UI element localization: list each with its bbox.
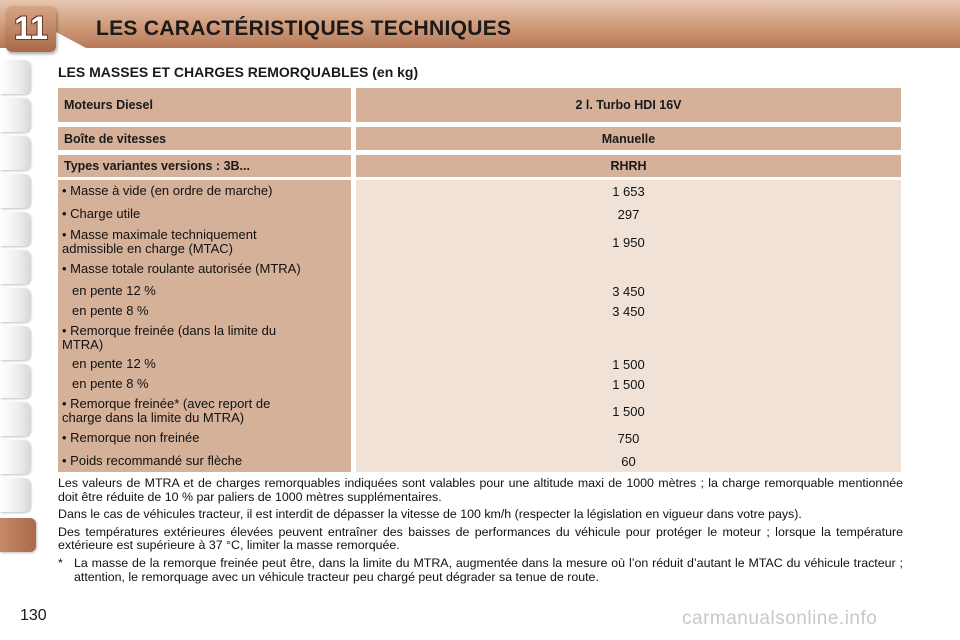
table-header-value: 2 l. Turbo HDI 16V: [356, 88, 901, 122]
row-label: • Remorque freinée (dans la limite du MTRA): [62, 323, 277, 352]
table-header-label: Moteurs Diesel: [58, 88, 351, 122]
chapter-tab-5[interactable]: [0, 212, 30, 246]
chapter-tab-7[interactable]: [0, 288, 30, 322]
chapter-tab-10[interactable]: [0, 402, 30, 436]
row-value: 3 450: [612, 304, 645, 319]
row-value: 1 653: [612, 184, 645, 199]
table-header-value: RHRH: [356, 155, 901, 177]
row-value: 750: [617, 431, 640, 446]
row-value: 1 500: [612, 404, 645, 419]
chapter-tab-8[interactable]: [0, 326, 30, 360]
row-label: en pente 8 %: [72, 303, 149, 318]
section-title: LES MASSES ET CHARGES REMORQUABLES (en kg): [58, 64, 419, 80]
chapter-tab-9[interactable]: [0, 364, 30, 398]
chapter-badge: [6, 6, 56, 52]
chapter-tab-active[interactable]: [0, 518, 36, 552]
chapter-number: 11: [14, 10, 48, 46]
chapter-tab-12[interactable]: [0, 478, 30, 512]
chapter-tab-3[interactable]: [0, 136, 30, 170]
note-paragraph: Les valeurs de MTRA et de charges remorquables indiquées sont valables pour une altitude maxi de 1000 mètres ; la charge remorquable mentionnée doit être réduite de 10 % par paliers de 1000 mètres supplémentaires.: [58, 476, 903, 504]
row-value: 297: [617, 207, 640, 222]
chapter-tab-4[interactable]: [0, 174, 30, 208]
row-label: • Masse totale roulante autorisée (MTRA): [62, 261, 301, 276]
table-header-label: Types variantes versions : 3B...: [58, 155, 351, 177]
footnote-paragraph: [58, 557, 903, 584]
row-label: • Masse à vide (en ordre de marche): [62, 183, 273, 198]
chapter-tab-1[interactable]: [0, 60, 30, 94]
note-paragraph: Des températures extérieures élevées peuvent entraîner des baisses de performances du véhicule pour protéger le moteur ; lorsque la température extérieure est supérieure à 37 °C, limiter la masse remorquée.: [58, 524, 903, 553]
row-value: 1 500: [612, 357, 645, 372]
note-paragraph: Dans le cas de véhicules tracteur, il est interdit de dépasser la vitesse de 100 km/h (respecter la législation en vigueur dans votre pays).: [58, 507, 802, 522]
row-label: en pente 12 %: [72, 283, 156, 298]
page-title: LES CARACTÉRISTIQUES TECHNIQUES: [96, 17, 512, 40]
chapter-tab-11[interactable]: [0, 440, 30, 474]
row-value: 60: [621, 454, 636, 469]
row-value: 1 950: [612, 235, 645, 250]
row-label: en pente 12 %: [72, 356, 156, 371]
row-value: 3 450: [612, 284, 645, 299]
notes-block: [58, 477, 903, 588]
chapter-tab-2[interactable]: [0, 98, 30, 132]
row-label: • Charge utile: [62, 206, 141, 221]
watermark: carmanualsonline.info: [682, 608, 878, 629]
table-header-label: Boîte de vitesses: [58, 127, 351, 150]
row-label: • Poids recommandé sur flèche: [62, 453, 243, 468]
table-body-value-column: [356, 180, 901, 472]
row-label: • Remorque non freinée: [62, 430, 200, 445]
row-label: en pente 8 %: [72, 376, 149, 391]
row-label: • Remorque freinée* (avec report de charge dans la limite du MTRA): [62, 396, 271, 425]
page-number: 130: [20, 607, 47, 624]
footnote-asterisk: *: [58, 555, 63, 570]
footnote-text: La masse de la remorque freinée peut être, dans la limite du MTRA, augmentée dans la mesure où l’on réduit d’autant le MTAC du véhicule tracteur ; attention, le remorquage avec un véhicule tracteur peu chargé peut dégrader sa tenue de route.: [74, 555, 903, 584]
table-header-value: Manuelle: [356, 127, 901, 150]
chapter-tab-6[interactable]: [0, 250, 30, 284]
row-label: • Masse maximale techniquement admissible en charge (MTAC): [62, 227, 257, 256]
row-value: 1 500: [612, 377, 645, 392]
